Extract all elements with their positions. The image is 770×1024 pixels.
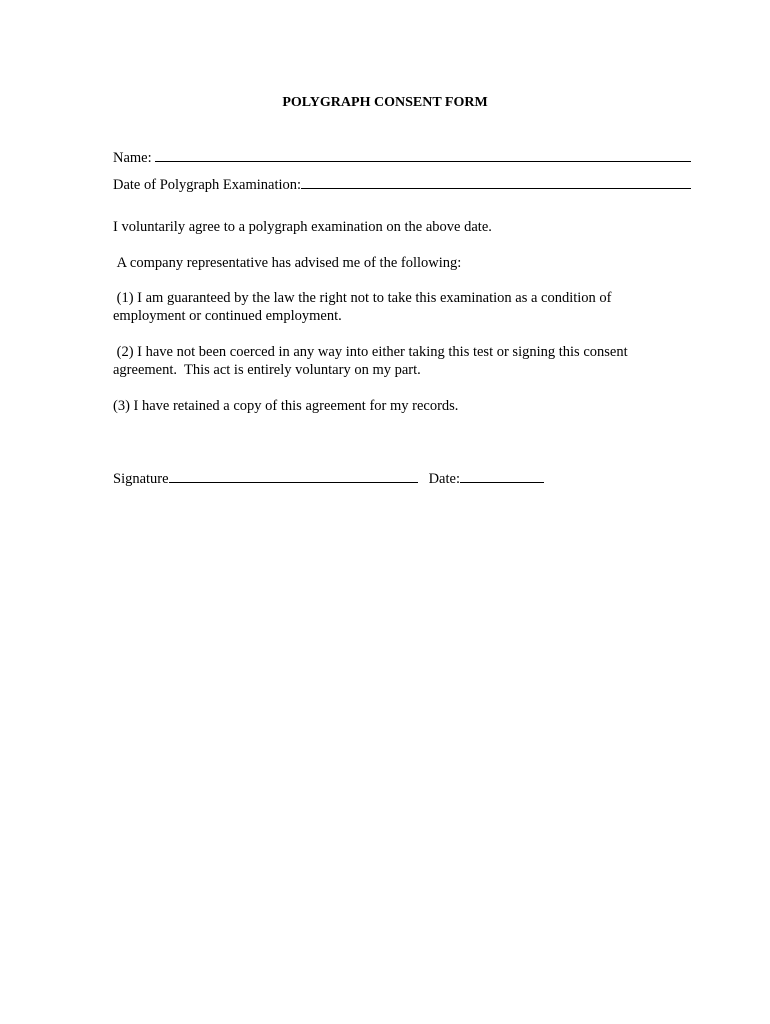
item-3-paragraph: (3) I have retained a copy of this agreement for my records. [113, 398, 459, 414]
signature-field[interactable] [169, 468, 418, 483]
exam-date-label: Date of Polygraph Examination: [113, 177, 302, 193]
form-title: POLYGRAPH CONSENT FORM [282, 95, 488, 110]
advised-paragraph: A company representative has advised me of the following: [113, 255, 462, 271]
date-field[interactable] [460, 468, 544, 483]
name-field[interactable] [155, 147, 691, 162]
agreement-paragraph: I voluntarily agree to a polygraph examination on the above date. [113, 219, 492, 235]
signature-row [113, 468, 544, 488]
name-field-row [113, 147, 691, 167]
name-label: Name: [113, 150, 156, 166]
exam-date-field[interactable] [301, 174, 691, 189]
signature-label: Signature [113, 471, 169, 487]
exam-date-field-row [113, 174, 691, 194]
item-2-paragraph: (2) I have not been coerced in any way into either taking this test or signing this consent agreement. This act is entirely voluntary on my part. [113, 344, 632, 378]
date-label: Date: [428, 471, 460, 487]
item-1-paragraph: (1) I am guaranteed by the law the right not to take this examination as a condition of employment or continued employment. [113, 290, 616, 324]
